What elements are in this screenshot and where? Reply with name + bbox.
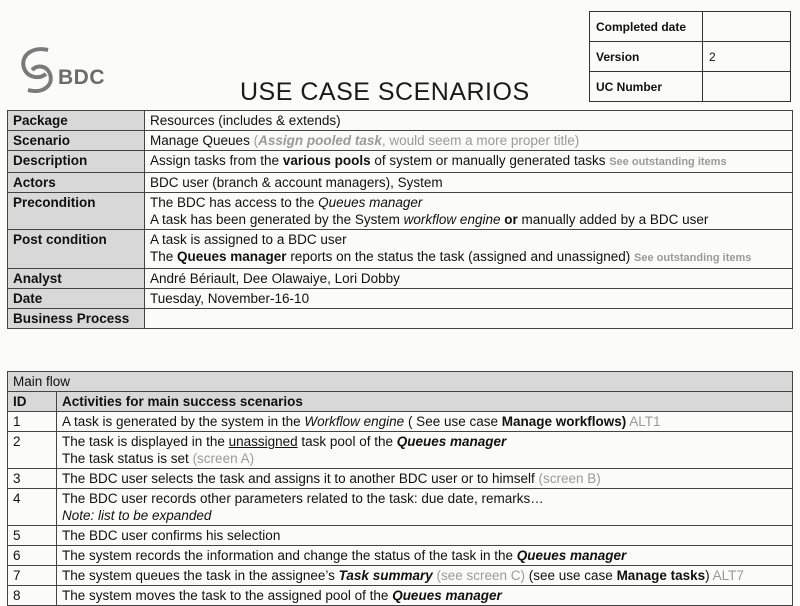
- flow-row-id: 5: [8, 526, 57, 546]
- row-actors: [8, 173, 793, 193]
- precondition-line-2: [150, 211, 787, 228]
- scenario-value: Manage Queues: [150, 133, 250, 148]
- main-flow-header-row: [8, 392, 793, 412]
- flow-grey-ref: ALT1: [626, 414, 661, 429]
- flow-row-id: 3: [8, 469, 57, 489]
- flow-grey-ref: (screen A): [188, 451, 255, 466]
- uc-number-value: [703, 72, 791, 102]
- version-value: 2: [703, 42, 791, 72]
- postcondition-outstanding-note: See outstanding items: [634, 252, 752, 264]
- flow-line: [62, 450, 787, 467]
- actors-label: Actors: [8, 173, 145, 193]
- document-meta-box: [589, 11, 791, 102]
- flow-row-text: The BDC user confirms his selection: [57, 526, 793, 546]
- package-label: Package: [8, 111, 145, 131]
- precondition-line-1: [150, 194, 787, 211]
- flow-line: [62, 433, 787, 450]
- table-row: [8, 412, 793, 432]
- precondition-line-2-emphasis: workflow engine: [403, 212, 501, 227]
- precondition-line-1-text: The BDC has access to the: [150, 195, 319, 210]
- row-date: [8, 289, 793, 309]
- precondition-label: Precondition: [8, 193, 145, 230]
- bdc-logo: [18, 44, 128, 96]
- flow-row-id: 7: [8, 566, 57, 586]
- row-package: [8, 111, 793, 131]
- description-text-1: Assign tasks from the: [150, 153, 283, 168]
- table-row: [8, 489, 793, 526]
- flow-text: The BDC user records other parameters related to the task: due date, remarks…: [62, 491, 544, 506]
- postcondition-value-cell: [145, 230, 793, 269]
- precondition-line-2-text: A task has been generated by the System: [150, 212, 404, 227]
- table-row: [8, 432, 793, 469]
- logo-text: BDC: [58, 66, 105, 89]
- postcondition-line-2: [150, 248, 787, 267]
- flow-text: ( See use case: [404, 414, 502, 429]
- business-process-label: Business Process: [8, 309, 145, 329]
- flow-emphasis: Workflow engine: [304, 414, 405, 429]
- completed-date-label: Completed date: [590, 12, 703, 42]
- table-row: [8, 469, 793, 489]
- analyst-value: André Bériault, Dee Olawaiye, Lori Dobby: [145, 269, 793, 289]
- table-row: [8, 546, 793, 566]
- precondition-line-2-rest: manually added by a BDC user: [517, 212, 709, 227]
- flow-row-id: 4: [8, 489, 57, 526]
- flow-note: Note: list to be expanded: [62, 508, 212, 523]
- flow-grey-ref: ALT7: [712, 568, 744, 583]
- date-value: Tuesday, November-16-10: [145, 289, 793, 309]
- flow-text: The system records the information and change the status of the task in the: [62, 548, 517, 563]
- package-value: Resources (includes & extends): [145, 111, 793, 131]
- flow-row-text: [57, 489, 793, 526]
- flow-row-text: [57, 566, 793, 586]
- flow-text: The task is displayed in the: [62, 434, 229, 449]
- precondition-line-2-or: or: [500, 212, 518, 227]
- main-flow-title: Main flow: [8, 372, 793, 392]
- flow-text: (see use case: [525, 568, 617, 583]
- flow-text: The task status is set: [62, 451, 189, 466]
- postcondition-line-2-bold: Queues manager: [177, 249, 287, 264]
- flow-bold-italic: Queues manager: [516, 548, 627, 563]
- scenario-value-cell: [145, 131, 793, 151]
- postcondition-line-1: A task is assigned to a BDC user: [150, 232, 347, 247]
- flow-grey-ref: (screen B): [538, 471, 601, 486]
- version-label: Version: [590, 42, 703, 72]
- uc-number-label: UC Number: [590, 72, 703, 102]
- description-bold: various pools: [282, 153, 371, 168]
- analyst-label: Analyst: [8, 269, 145, 289]
- flow-bold: Manage tasks: [616, 568, 706, 583]
- scenario-label: Scenario: [8, 131, 145, 151]
- flow-row-id: 2: [8, 432, 57, 469]
- flow-underline: unassigned: [228, 434, 298, 449]
- col-activities-header: Activities for main success scenarios: [57, 392, 793, 412]
- date-label: Date: [8, 289, 145, 309]
- precondition-value-cell: [145, 193, 793, 230]
- scenario-note-emphasis: Assign pooled task: [258, 133, 382, 148]
- flow-bold-italic: Queues manager: [396, 434, 507, 449]
- flow-grey-ref: (see screen C): [432, 568, 526, 583]
- flow-row-id: 8: [8, 586, 57, 606]
- flow-bold-italic: Queues manager: [392, 588, 502, 603]
- main-flow-title-row: [8, 372, 793, 392]
- col-id-header: ID: [8, 392, 57, 412]
- row-postcondition: [8, 230, 793, 269]
- flow-row-id: 6: [8, 546, 57, 566]
- flow-row-id: 1: [8, 412, 57, 432]
- flow-text: A task is generated by the system in the: [62, 414, 305, 429]
- page-title: USE CASE SCENARIOS: [240, 78, 530, 106]
- table-row: [8, 586, 793, 606]
- main-flow-table: [7, 371, 793, 606]
- flow-text: task pool of the: [297, 434, 397, 449]
- flow-row-text: [57, 432, 793, 469]
- description-outstanding-note: See outstanding items: [609, 156, 727, 168]
- row-description: [8, 151, 793, 173]
- postcondition-line-2-text: The: [150, 249, 178, 264]
- row-precondition: [8, 193, 793, 230]
- description-text-2: of system or manually generated tasks: [370, 153, 610, 168]
- flow-text: ): [705, 568, 713, 583]
- flow-row-text: [57, 412, 793, 432]
- postcondition-label: Post condition: [8, 230, 145, 269]
- description-label: Description: [8, 151, 145, 173]
- flow-row-text: [57, 469, 793, 489]
- flow-text: The BDC user selects the task and assigns it to another BDC user or to himself: [62, 471, 539, 486]
- completed-date-value: [703, 12, 791, 42]
- table-row: [8, 526, 793, 546]
- flow-row-text: [57, 546, 793, 566]
- postcondition-line-2-rest: reports on the status the task (assigned and unassigned): [286, 249, 635, 264]
- precondition-line-1-emphasis: Queues manager: [318, 195, 423, 210]
- flow-text: The system moves the task to the assigned pool of the: [62, 588, 393, 603]
- flow-row-text: [57, 586, 793, 606]
- scenario-note-rest: , would seem a more proper title): [381, 133, 580, 148]
- flow-bold: Manage workflows): [501, 414, 627, 429]
- flow-text: The system queues the task in the assignee’s: [62, 568, 339, 583]
- description-value-cell: [145, 151, 793, 173]
- business-process-value: [145, 309, 793, 329]
- scenario-note-open: (: [249, 133, 259, 148]
- row-scenario: [8, 131, 793, 151]
- flow-bold-italic: Task summary: [338, 568, 433, 583]
- actors-value: BDC user (branch & account managers), System: [145, 173, 793, 193]
- row-business-process: [8, 309, 793, 329]
- table-row: [8, 566, 793, 586]
- use-case-info-table: [7, 110, 793, 329]
- row-analyst: [8, 269, 793, 289]
